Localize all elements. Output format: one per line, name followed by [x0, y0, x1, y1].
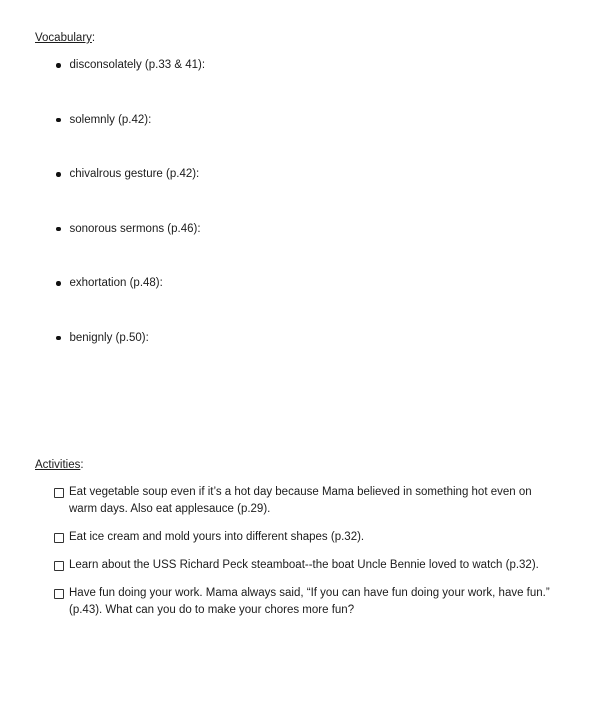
checkbox-icon[interactable]: [54, 561, 64, 571]
activity-item-text: [69, 529, 364, 546]
activity-line: (p.43). What can you do to make your chores more fun?: [69, 604, 355, 616]
checkbox-icon[interactable]: [54, 488, 64, 498]
activity-line: Eat vegetable soup even if it’s a hot day because Mama believed in something hot even on: [69, 486, 532, 498]
activities-heading-colon: :: [80, 459, 84, 471]
vocabulary-item-label: sonorous sermons (p.46):: [69, 222, 201, 235]
vocabulary-list: [56, 57, 205, 384]
vocabulary-item-label: disconsolately (p.33 & 41):: [69, 59, 206, 71]
activity-line: warm days. Also eat applesauce (p.29).: [69, 503, 271, 515]
vocabulary-item: [56, 330, 205, 346]
activity-line: Learn about the USS Richard Peck steamboat--the boat Uncle Bennie loved to watch (p.32).: [69, 559, 539, 571]
activities-heading: [35, 457, 84, 473]
activity-item: [54, 484, 584, 518]
vocabulary-item: [56, 57, 205, 73]
vocabulary-item-label: solemnly (p.42):: [69, 113, 152, 126]
vocabulary-item: [56, 221, 205, 237]
vocabulary-item: [56, 166, 205, 182]
vocabulary-item-label: exhortation (p.48):: [69, 277, 163, 289]
activity-line: Eat ice cream and mold yours into different shapes (p.32).: [69, 531, 365, 543]
vocabulary-item-label: benignly (p.50):: [69, 331, 149, 344]
activity-item: [54, 529, 584, 546]
bullet-icon: [56, 336, 61, 341]
activity-line: Have fun doing your work. Mama always said, “If you can have fun doing your work, have fun.”: [69, 587, 550, 599]
vocabulary-heading-colon: :: [91, 32, 96, 44]
vocabulary-heading: [35, 30, 95, 46]
vocabulary-heading-label: Vocabulary: [35, 32, 92, 44]
vocabulary-item: [56, 275, 205, 291]
checkbox-icon[interactable]: [54, 589, 64, 599]
bullet-icon: [56, 118, 61, 123]
bullet-icon: [56, 227, 61, 232]
vocabulary-item-label: chivalrous gesture (p.42):: [69, 168, 200, 180]
activities-heading-label: Activities: [35, 459, 81, 471]
bullet-icon: [56, 63, 61, 68]
activity-item-text: [69, 585, 550, 619]
activity-item-text: [69, 557, 539, 574]
bullet-icon: [56, 172, 61, 177]
activities-list: [54, 484, 584, 630]
bullet-icon: [56, 281, 61, 286]
activity-item: [54, 557, 584, 574]
vocabulary-item: [56, 112, 205, 128]
checkbox-icon[interactable]: [54, 533, 64, 543]
activity-item: [54, 585, 584, 619]
activity-item-text: [69, 484, 532, 518]
